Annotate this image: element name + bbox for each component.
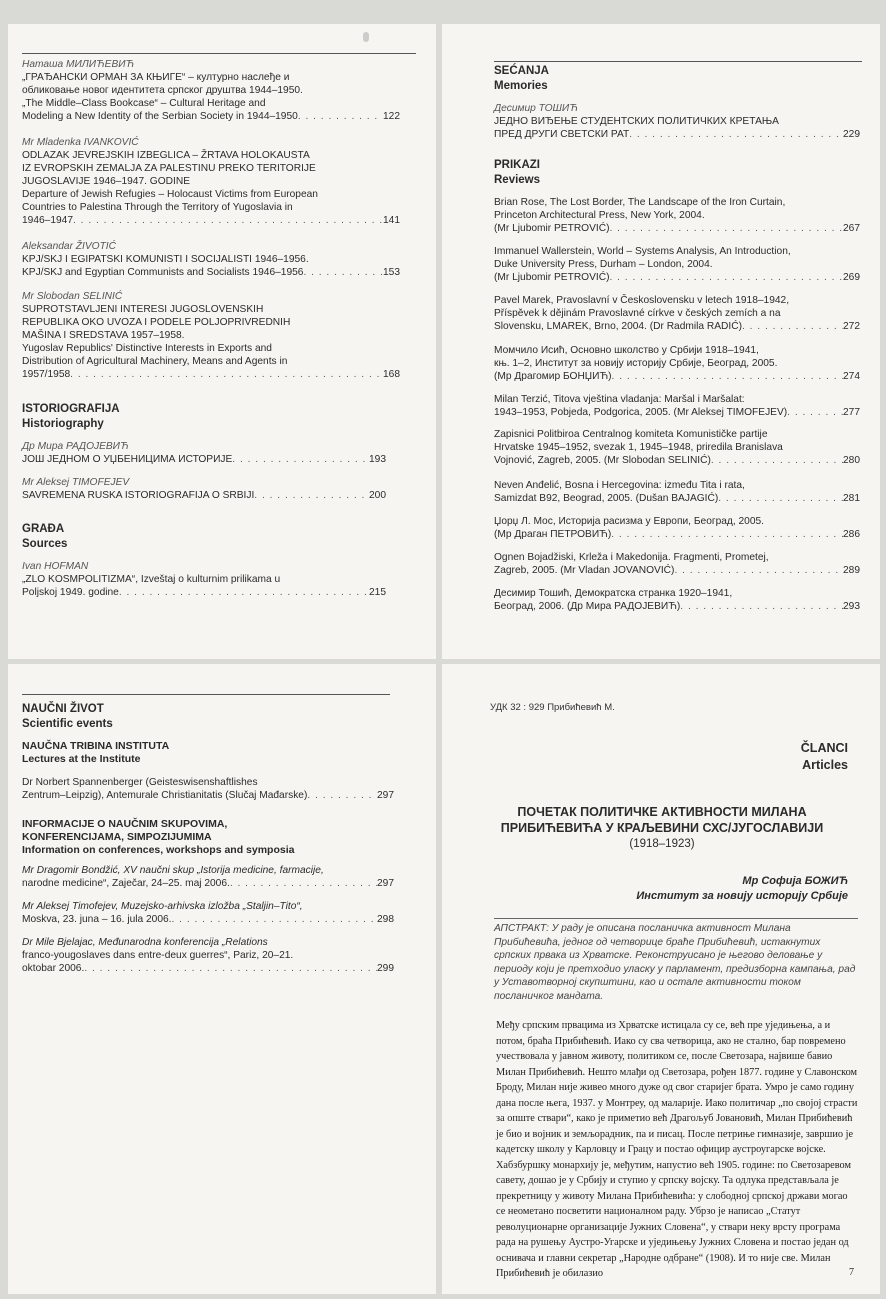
review-line-end: (Mr Ljubomir PETROVIĆ) [494,223,610,234]
review-line-end: Београд, 2006. (Др Мира РАДОЈЕВИЋ) [494,601,681,612]
page-ref: 229 [843,129,860,140]
section-title: ISTORIOGRAFIJA [22,403,120,415]
entry-author: Aleksandar ŽIVOTIĆ [22,241,116,252]
leader-dots [787,406,843,419]
review-line-end: (Мр Драгомир БОНЏИЋ) [494,371,612,382]
review-entry [494,393,860,419]
review-last-line [494,406,860,419]
leader-dots [611,528,843,541]
leader-dots [612,370,843,383]
entry-title-end: SAVREMENA RUSKA ISTORIOGRAFIJA O SRBIJI [22,490,255,501]
entry-title-line: franco-yougoslaves dans entre-deux guerres“, Pariz, 20–21. [22,950,294,961]
entry-title-end: Zentrum–Leipzig), Antemurale Christianitatis (Slučaj Mađarske) [22,790,308,801]
leader-dots [73,214,383,227]
entry-last-line [22,877,394,890]
entry-last-line [22,962,394,975]
section-title: ČLANCI [800,741,848,755]
entry-author: Десимир ТОШИЋ [494,103,578,114]
entry-title-end: ПРЕД ДРУГИ СВЕТСКИ РАТ [494,129,630,140]
page-ref: 200 [369,490,386,501]
entry-last-line [22,489,386,502]
article-affiliation: Институт за новију историју Србије [636,890,848,902]
toc-entry [22,440,386,466]
entry-title-line: обликовање новог идентитета српског друштва 1944–1950. [22,85,303,96]
review-line: књ. 1–2, Институт за новију историју Србије, Београд, 2005. [494,358,778,369]
review-line: Milan Terzić, Titova vještina vladanja: Maršal i Maršalat: [494,394,745,405]
entry-title-line: SUPROTSTAVLJENI INTERESI JUGOSLOVENSKIH [22,304,264,315]
entry-last-line [22,266,400,279]
entry-title-line: Countries to Palestina Through the Territory of Yugoslavia in [22,202,293,213]
entry-title-end: Poljskoj 1949. godine [22,587,119,598]
entry-author: Mr Mladenka IVANKOVIĆ [22,137,139,148]
entry-last-line [22,789,394,802]
article-body-text: Међу српским првацима из Хрватске истицала су се, већ пре уједињења, а и потом, браћа Прибићевић. Иако су сва четворица, ако не стално, бар повремено учествовала у јавном животу, политиком се, после Светозара, највише бавио Милан Прибићевић. Нешто млађи од Светозара, рођен 1877. године у Славонском Броду, Милан није живео много дуже од свог старијег брата. Умро је само годину дана после њега, 1937. у Монтреу, од маларије. Иако политичар „по својој страсти за опште ствари“, како је приметио већ Драгољуб Јовановић, Милан Прибићевић је био и војник и земљорадник, па и писац. После петриње гимназије, завршио је кадетску школу у Карловцу и Грацу и постао официр аустроугарске војске. Хабзбуршку монархију је, међутим, напустио већ 1905. године: по Светозаревом савету, дошао је у Србију и ступио у српску војску. Та одлука представљала је прекретницу у животу Милана Прибићевића: у слободној српској држави могао се неометано посветити националном раду. Убрзо је написао „Статут револуционарне организације Јужних Словена“, у ствари неку врсту програма рада на рушењу Аустро-Угарске и уједињењу Јужних Словена и постао један од оснивача и главни секретар „Народне одбране“ (1908). И то није све. Милан Прибићевић је обилазио [496,1020,858,1279]
entry-title-end: Moskva, 23. juna – 16. jula 2006. [22,914,172,925]
toc-page-left-bottom [8,664,436,1294]
article-title-line: (1918–1923) [629,838,695,850]
article-title-line: ПРИБИЋЕВИЋА У КРАЉЕВИНИ СХС/ЈУГОСЛАВИЈИ [500,821,824,835]
review-line: Duke University Press, Durham – London, 2004. [494,259,713,270]
section-subtitle: Scientific events [22,718,113,730]
section-title: GRAĐA [22,523,65,535]
review-line-end: Samizdat B92, Beograd, 2005. (Dušan BAJAGIĆ) [494,493,719,504]
page-ref: 280 [843,455,860,466]
page-ref: 293 [843,601,860,612]
leader-dots [298,110,383,123]
subsection-title: NAUČNA TRIBINA INSTITUTA [22,740,170,752]
subsection-title: KONFERENCIJAMA, SIMPOZIJUMIMA [22,831,212,843]
scan-mark [363,32,369,42]
review-entry [494,587,860,613]
entry-title-end: 1946–1947 [22,215,73,226]
leader-dots [70,368,383,381]
subsection-heading-tribina [22,740,169,766]
leader-dots [254,489,369,502]
entry-last-line [22,453,386,466]
toc-entry [22,864,394,890]
review-line: Момчило Исић, Основно школство у Србији 1918–1941, [494,345,759,356]
review-line-end: Vojnović, Zagreb, 2005. (Mr Slobodan SELINIĆ) [494,455,711,466]
leader-dots [307,789,377,802]
subsection-subtitle: Information on conferences, workshops and symposia [22,844,295,856]
entry-title-line: REPUBLIKA OKO UVOZA I PODELE POLJOPRIVREDNIH [22,317,291,328]
page-ref: 122 [383,111,400,122]
leader-dots [230,877,377,890]
entry-title-line: ODLAZAK JEVREJSKIH IZBEGLICA – ŽRTAVA HOLOKAUSTA [22,150,310,161]
toc-entry [494,102,860,141]
section-heading-secanja [494,64,549,94]
entry-author: Mr Aleksej TIMOFEJEV [22,477,130,488]
toc-entry [22,936,394,975]
entry-title-line: ЈЕДНО ВИЂЕЊЕ СТУДЕНТСКИХ ПОЛИТИЧКИХ КРЕТАЊА [494,116,779,127]
review-entry [494,344,860,383]
entry-title-end: Modeling a New Identity of the Serbian Society in 1944–1950 [22,111,298,122]
page-ref: 269 [843,272,860,283]
leader-dots [609,222,843,235]
entry-title-end: oktobar 2006. [22,963,85,974]
page-ref: 289 [843,565,860,576]
article-author-block [636,874,848,904]
page-ref: 297 [377,790,394,801]
section-subtitle: Articles [802,758,848,772]
section-heading-gradja [22,522,67,552]
section-subtitle: Sources [22,538,68,550]
entry-title-line: KPJ/SKJ I EGIPATSKI KOMUNISTI I SOCIJALISTI 1946–1956. [22,254,309,265]
review-entry [494,196,860,235]
entry-last-line [22,110,400,123]
review-line-end: 1943–1953, Pobjeda, Podgorica, 2005. (Mr Aleksej TIMOFEJEV) [494,407,788,418]
review-last-line [494,320,860,333]
review-line: Hrvatske 1945–1952, svezak 1, 1945–1948, priredila Branislava [494,442,783,453]
page-ref: 267 [843,223,860,234]
review-entry [494,245,860,284]
page-ref: 153 [383,267,400,278]
entry-author: Mr Slobodan SELINIĆ [22,291,123,302]
article-title-line: ПОЧЕТАК ПОЛИТИЧКЕ АКТИВНОСТИ МИЛАНА [517,805,807,819]
toc-entry [22,776,394,802]
page-ref: 272 [843,321,860,332]
entry-title-line: Mr Dragomir Bondžić, XV naučni skup „Istorija medicine, farmacije, [22,865,324,876]
entry-last-line [22,368,400,381]
review-last-line [494,600,860,613]
section-heading-naucni-zivot [22,702,113,732]
toc-page-right-top [442,24,880,659]
section-label [801,740,848,774]
review-line: Ognen Bojadžiski, Krleža i Makedonija. Fragmenti, Prometej, [494,552,769,563]
leader-dots [711,454,843,467]
article-title [472,804,852,852]
entry-title-line: „ГРАЂАНСКИ ОРМАН ЗА КЊИГЕ“ – културно наслеђе и [22,72,290,83]
entry-last-line [22,214,400,227]
abstract-text: АПСТРАКТ: У раду је описана посланичка активност Милана Прибићевића, једног од четворице браће Прибићевић, истакнутих српских првака из Хрватске. Реконструисано је његово деловање у периоду који је претходио уласку у парламент, предизборна кампања, рад у Уставотворној скупштини, као и остале активности током посланичког мандата. [494,923,856,1002]
entry-title-line: Mr Aleksej Timofejev, Muzejsko-arhivska izložba „Staljin–Tito“, [22,901,303,912]
review-line: Џорџ Л. Мос, Историја расизма у Европи, Београд, 2005. [494,516,765,527]
review-entry [494,294,860,333]
page-ref: 215 [369,587,386,598]
top-rule [22,53,416,54]
page-ref: 297 [377,878,394,889]
review-entry [494,479,860,505]
review-last-line [494,370,860,383]
review-entry [494,428,860,467]
entry-author: Ivan HOFMAN [22,561,89,572]
entry-title-end: 1957/1958 [22,369,71,380]
entry-title-end: ЈОШ ЈЕДНОМ О УЏБЕНИЦИМА ИСТОРИЈЕ [22,454,233,465]
entry-title-end: narodne medicine“, Zaječar, 24–25. maj 2006. [22,878,230,889]
review-last-line [494,528,860,541]
entry-last-line [494,128,860,141]
page-ref: 168 [383,369,400,380]
toc-entry [22,560,386,599]
leader-dots [718,492,843,505]
page-ref: 299 [377,963,394,974]
entry-last-line [22,586,386,599]
page-ref: 281 [843,493,860,504]
section-subtitle: Memories [494,80,548,92]
top-rule [494,61,862,62]
entry-title-line: Yugoslav Republics' Distinctive Interests in Exports and [22,343,272,354]
leader-dots [84,962,377,975]
entry-title-line: MAŠINA I SREDSTAVA 1957–1958. [22,330,185,341]
leader-dots [674,564,843,577]
review-entry [494,551,860,577]
review-line: Zapisnici Politbiroa Centralnog komiteta Komunističke partije [494,429,768,440]
toc-entry [22,476,386,502]
entry-last-line [22,913,394,926]
review-line: Brian Rose, The Lost Border, The Landscape of the Iron Curtain, [494,197,786,208]
review-last-line [494,564,860,577]
page-ref: 193 [369,454,386,465]
section-subtitle: Reviews [494,174,541,186]
leader-dots [119,586,369,599]
review-last-line [494,222,860,235]
leader-dots [172,913,377,926]
abstract-rule [494,918,858,919]
entry-title-end: KPJ/SKJ and Egyptian Communists and Socialists 1946–1956 [22,267,304,278]
section-title: NAUČNI ŽIVOT [22,703,104,715]
entry-title-line: „ZLO KOSMPOLITIZMA“, Izveštaj o kulturnim prilikama u [22,574,281,585]
entry-title-line: Departure of Jewish Refugies – Holocaust Victims from European [22,189,318,200]
review-line: Neven Anđelić, Bosna i Hercegovina: između Tita i rata, [494,480,745,491]
top-rule [22,694,390,695]
review-line-end: (Мр Драган ПЕТРОВИЋ) [494,529,612,540]
subsection-subtitle: Lectures at the Institute [22,753,141,765]
toc-entry [22,900,394,926]
toc-page-left-top [8,24,436,659]
section-subtitle: Historiography [22,418,104,430]
leader-dots [232,453,369,466]
toc-entry [22,290,400,381]
article-author: Мр Софија БОЖИЋ [742,875,848,887]
entry-title-line: JUGOSLAVIJE 1946–1947. GODINE [22,176,190,187]
page-ref: 141 [383,215,400,226]
leader-dots [680,600,843,613]
subsection-title: INFORMACIJE O NAUČNIM SKUPOVIMA, [22,818,228,830]
review-line: Příspěvek k dějinám Pravoslavné církve v českých zemích a na [494,308,781,319]
section-title: PRIKAZI [494,159,540,171]
review-line-end: Slovensku, LMAREK, Brno, 2004. (Dr Radmila RADIĆ) [494,321,742,332]
review-line: Pavel Marek, Pravoslavní v Československu v letech 1918–1942, [494,295,790,306]
section-heading-istoriografija [22,402,120,432]
abstract [494,922,858,1003]
page-number: 7 [849,1267,854,1278]
section-title: SEĆANJA [494,65,549,77]
entry-author: Др Мира РАДОЈЕВИЋ [22,441,129,452]
review-line-end: (Mr Ljubomir PETROVIĆ) [494,272,610,283]
review-last-line [494,492,860,505]
entry-title-line: „The Middle–Class Bookcase“ – Cultural Heritage and [22,98,266,109]
entry-title-line: Dr Mile Bjelajac, Međunarodna konferencija „Relations [22,937,268,948]
leader-dots [629,128,843,141]
udk-code: УДК 32 : 929 Прибићевић М. [490,702,615,713]
leader-dots [303,266,383,279]
review-entry [494,515,860,541]
page-ref: 277 [843,407,860,418]
leader-dots [609,271,843,284]
leader-dots [742,320,843,333]
entry-title-line: Dr Norbert Spannenberger (Geisteswisenshaftlishes [22,777,258,788]
article-first-page [442,664,880,1294]
review-line-end: Zagreb, 2005. (Mr Vladan JOVANOVIĆ) [494,565,675,576]
toc-entry [22,58,400,123]
page-ref: 274 [843,371,860,382]
page-ref: 298 [377,914,394,925]
entry-author: Наташа МИЛИЋЕВИЋ [22,59,135,70]
article-body [496,1018,858,1282]
toc-entry [22,136,400,227]
entry-title-line: Distribution of Agricultural Machinery, Means and Agents in [22,356,288,367]
subsection-heading-informacije [22,818,294,857]
toc-entry [22,240,400,279]
page-ref: 286 [843,529,860,540]
review-line: Десимир Тошић, Демократска странка 1920–1941, [494,588,733,599]
review-last-line [494,454,860,467]
entry-title-line: IZ EVROPSKIH ZEMALJA ZA PALESTINU PREKO TERITORIJE [22,163,316,174]
review-line: Princeton Architectural Press, New York, 2004. [494,210,705,221]
review-line: Immanuel Wallerstein, World – Systems Analysis, An Introduction, [494,246,791,257]
review-last-line [494,271,860,284]
section-heading-prikazi [494,158,540,188]
